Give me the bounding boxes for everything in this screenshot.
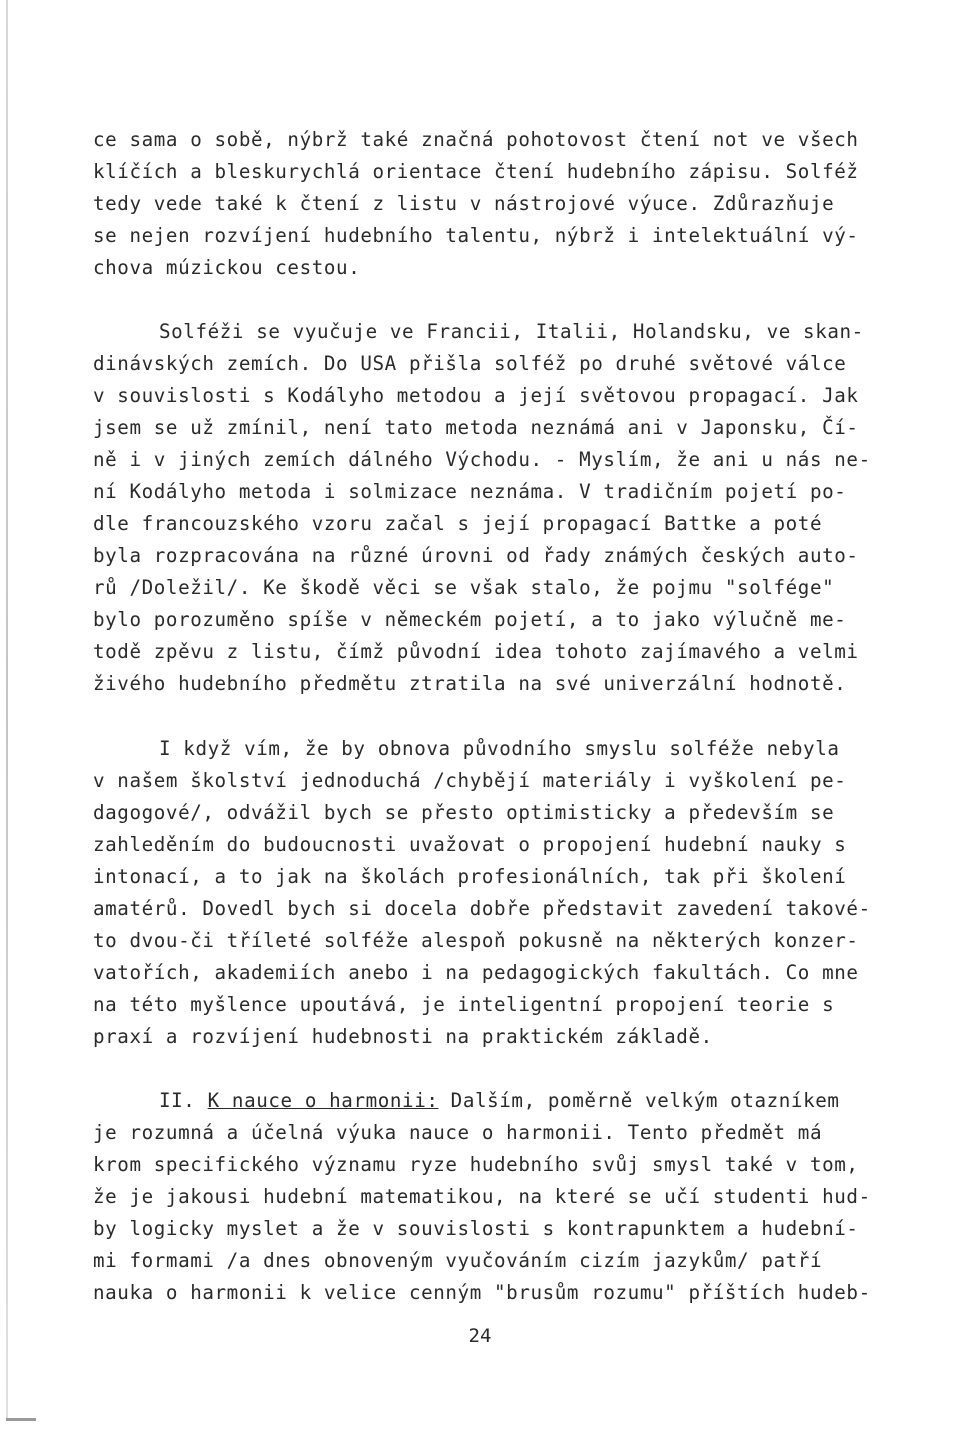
text-line: amatérů. Dovedl bych si docela dobře představit zavedení takové- — [93, 897, 871, 920]
text-line: ní Kodályho metoda i solmizace neznáma. V tradičním pojetí po- — [93, 480, 847, 503]
text-line: tedy vede také k čtení z listu v nástrojové výuce. Zdůrazňuje — [93, 192, 835, 215]
text-line: zahleděním do budoucnosti uvažovat o propojení hudební nauky s — [93, 833, 847, 856]
text-line: v našem školství jednoduchá /chybějí materiály i vyškolení pe- — [93, 769, 847, 792]
text-line: že je jakousi hudební matematikou, na které se učí studenti hud- — [93, 1185, 871, 1208]
section-numeral: II. — [159, 1089, 196, 1112]
text-line: Solféži se vyučuje ve Francii, Italii, Holandsku, ve skan- — [159, 320, 864, 343]
section-2-heading-line — [93, 1085, 913, 1117]
text-line: se nejen rozvíjení hudebního talentu, nýbrž i intelektuální vý- — [93, 224, 859, 247]
text-line: I když vím, že by obnova původního smyslu solféže nebyla — [159, 737, 840, 760]
section-heading-text: Dalším, poměrně velkým otazníkem — [450, 1089, 840, 1112]
text-line: mi formami /a dnes obnoveným vyučováním cizím jazykům/ patří — [93, 1249, 823, 1272]
text-line: dle francouzského vzoru začal s její propagací Battke a poté — [93, 512, 823, 535]
text-line: klíčích a bleskurychlá orientace čtení hudebního zápisu. Solféž — [93, 160, 859, 183]
text-line: na této myšlence upoutává, je inteligentní propojení teorie s — [93, 993, 835, 1016]
scan-edge-line — [6, 0, 8, 1420]
text-line: ně i v jiných zemích dálného Východu. - Myslím, že ani u nás ne- — [93, 448, 871, 471]
scan-corner-mark — [6, 1418, 36, 1421]
paragraph-2 — [93, 316, 913, 700]
text-line: vatořích, akademiích anebo i na pedagogických fakultách. Co mne — [93, 961, 859, 984]
text-line: intonací, a to jak na školách profesionálních, tak při školení — [93, 865, 847, 888]
text-line: ce sama o sobě, nýbrž také značná pohotovost čtení not ve všech — [93, 128, 859, 151]
text-line: v souvislosti s Kodályho metodou a její světovou propagací. Jak — [93, 384, 859, 407]
text-line: byla rozpracována na různé úrovni od řady známých českých auto- — [93, 544, 859, 567]
text-line: živého hudebního předmětu ztratila na své univerzální hodnotě. — [93, 672, 847, 695]
text-line: to dvou-či tříleté solféže alespoň pokusně na některých konzer- — [93, 929, 859, 952]
page-number: 24 — [468, 1325, 492, 1347]
text-line: krom specifického významu ryze hudebního svůj smysl také v tom, — [93, 1153, 859, 1176]
text-line: dagogové/, odvážil bych se přesto optimisticky a především se — [93, 801, 835, 824]
paragraph-3 — [93, 733, 913, 1053]
section-2 — [93, 1085, 913, 1309]
text-line: rů /Doležil/. Ke škodě věci se však stalo, že pojmu "solfége" — [93, 576, 835, 599]
text-line: nauka o harmonii k velice cenným "brusům rozumu" příštích hudeb- — [93, 1281, 871, 1304]
section-title: K nauce o harmonii: — [207, 1089, 439, 1112]
text-line: je rozumná a účelná výuka nauce o harmonii. Tento předmět má — [93, 1121, 823, 1144]
text-line: praxí a rozvíjení hudebnosti na praktickém základě. — [93, 1025, 713, 1048]
text-line: jsem se už zmínil, není tato metoda neznámá ani v Japonsku, Čí- — [93, 416, 859, 439]
paragraph-1 — [93, 124, 913, 284]
text-line: by logicky myslet a že v souvislosti s kontrapunktem a hudební- — [93, 1217, 859, 1240]
text-line: chova múzickou cestou. — [93, 256, 361, 279]
text-line: dinávských zemích. Do USA přišla solféž po druhé světové válce — [93, 352, 847, 375]
text-line: bylo porozuměno spíše v německém pojetí, a to jako výlučně me- — [93, 608, 847, 631]
text-line: todě zpěvu z listu, čímž původní idea tohoto zajímavého a velmi — [93, 640, 859, 663]
